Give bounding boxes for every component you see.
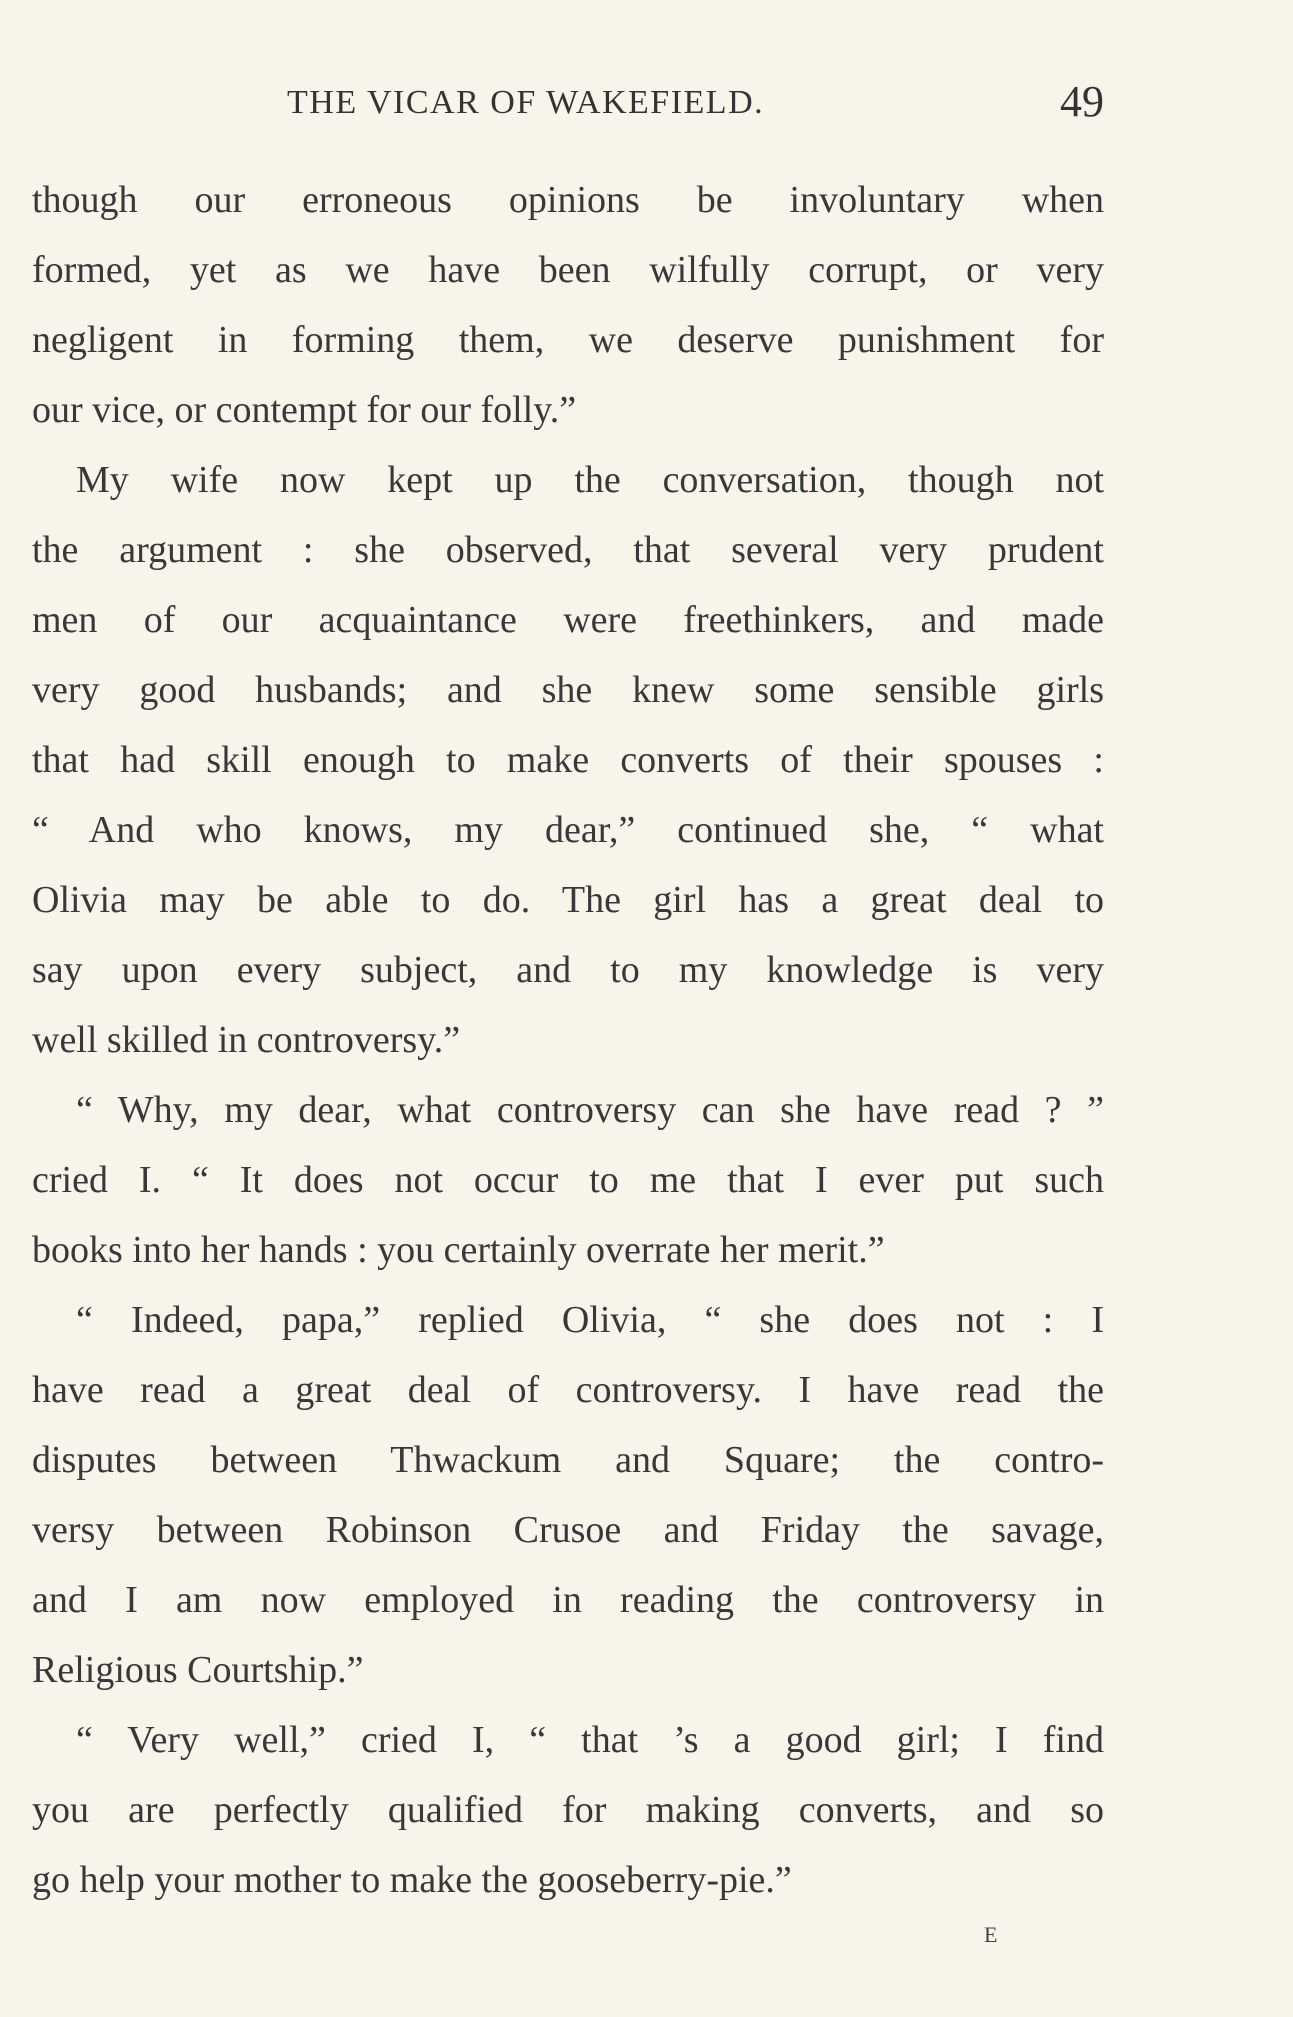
text-line: the argument : she observed, that several very prudent: [32, 529, 1104, 571]
text-line: say upon every subject, and to my knowledge is very: [32, 949, 1104, 991]
text-line: “ Why, my dear, what controversy can she have read ? ”: [76, 1089, 1104, 1131]
page-number: 49: [1060, 77, 1104, 126]
text-line: very good husbands; and she knew some sensible girls: [32, 669, 1104, 711]
text-line: My wife now kept up the conversation, though not: [76, 459, 1104, 501]
text-line: Olivia may be able to do. The girl has a great deal to: [32, 879, 1104, 921]
text-line: cried I. “ It does not occur to me that I ever put such: [32, 1159, 1104, 1201]
text-line: go help your mother to make the gooseberry-pie.”: [32, 1859, 792, 1901]
text-line: versy between Robinson Crusoe and Friday the savage,: [32, 1509, 1104, 1551]
text-line: “ Indeed, papa,” replied Olivia, “ she does not : I: [76, 1299, 1104, 1341]
text-line: well skilled in controversy.”: [32, 1019, 461, 1061]
text-line: men of our acquaintance were freethinkers, and made: [32, 599, 1104, 641]
signature-mark: E: [984, 1922, 999, 1947]
text-line: and I am now employed in reading the controversy in: [32, 1579, 1104, 1621]
text-line: books into her hands : you certainly overrate her merit.”: [32, 1229, 885, 1271]
body-text: [32, 165, 1104, 1915]
running-head: [32, 76, 1104, 126]
text-line: negligent in forming them, we deserve punishment for: [32, 319, 1104, 361]
text-line: disputes between Thwackum and Square; the contro-: [32, 1439, 1104, 1481]
text-line: our vice, or contempt for our folly.”: [32, 389, 577, 431]
text-line: though our erroneous opinions be involuntary when: [32, 179, 1104, 221]
running-title: THE VICAR OF WAKEFIELD.: [287, 84, 765, 121]
text-line: Religious Courtship.”: [32, 1649, 364, 1691]
text-line: formed, yet as we have been wilfully corrupt, or very: [32, 249, 1104, 291]
text-line: have read a great deal of controversy. I have read the: [32, 1369, 1104, 1411]
text-line: “ And who knows, my dear,” continued she, “ what: [32, 809, 1104, 851]
text-line: you are perfectly qualified for making converts, and so: [32, 1789, 1104, 1831]
text-line: that had skill enough to make converts of their spouses :: [32, 739, 1104, 781]
text-line: “ Very well,” cried I, “ that ’s a good girl; I find: [76, 1719, 1104, 1761]
